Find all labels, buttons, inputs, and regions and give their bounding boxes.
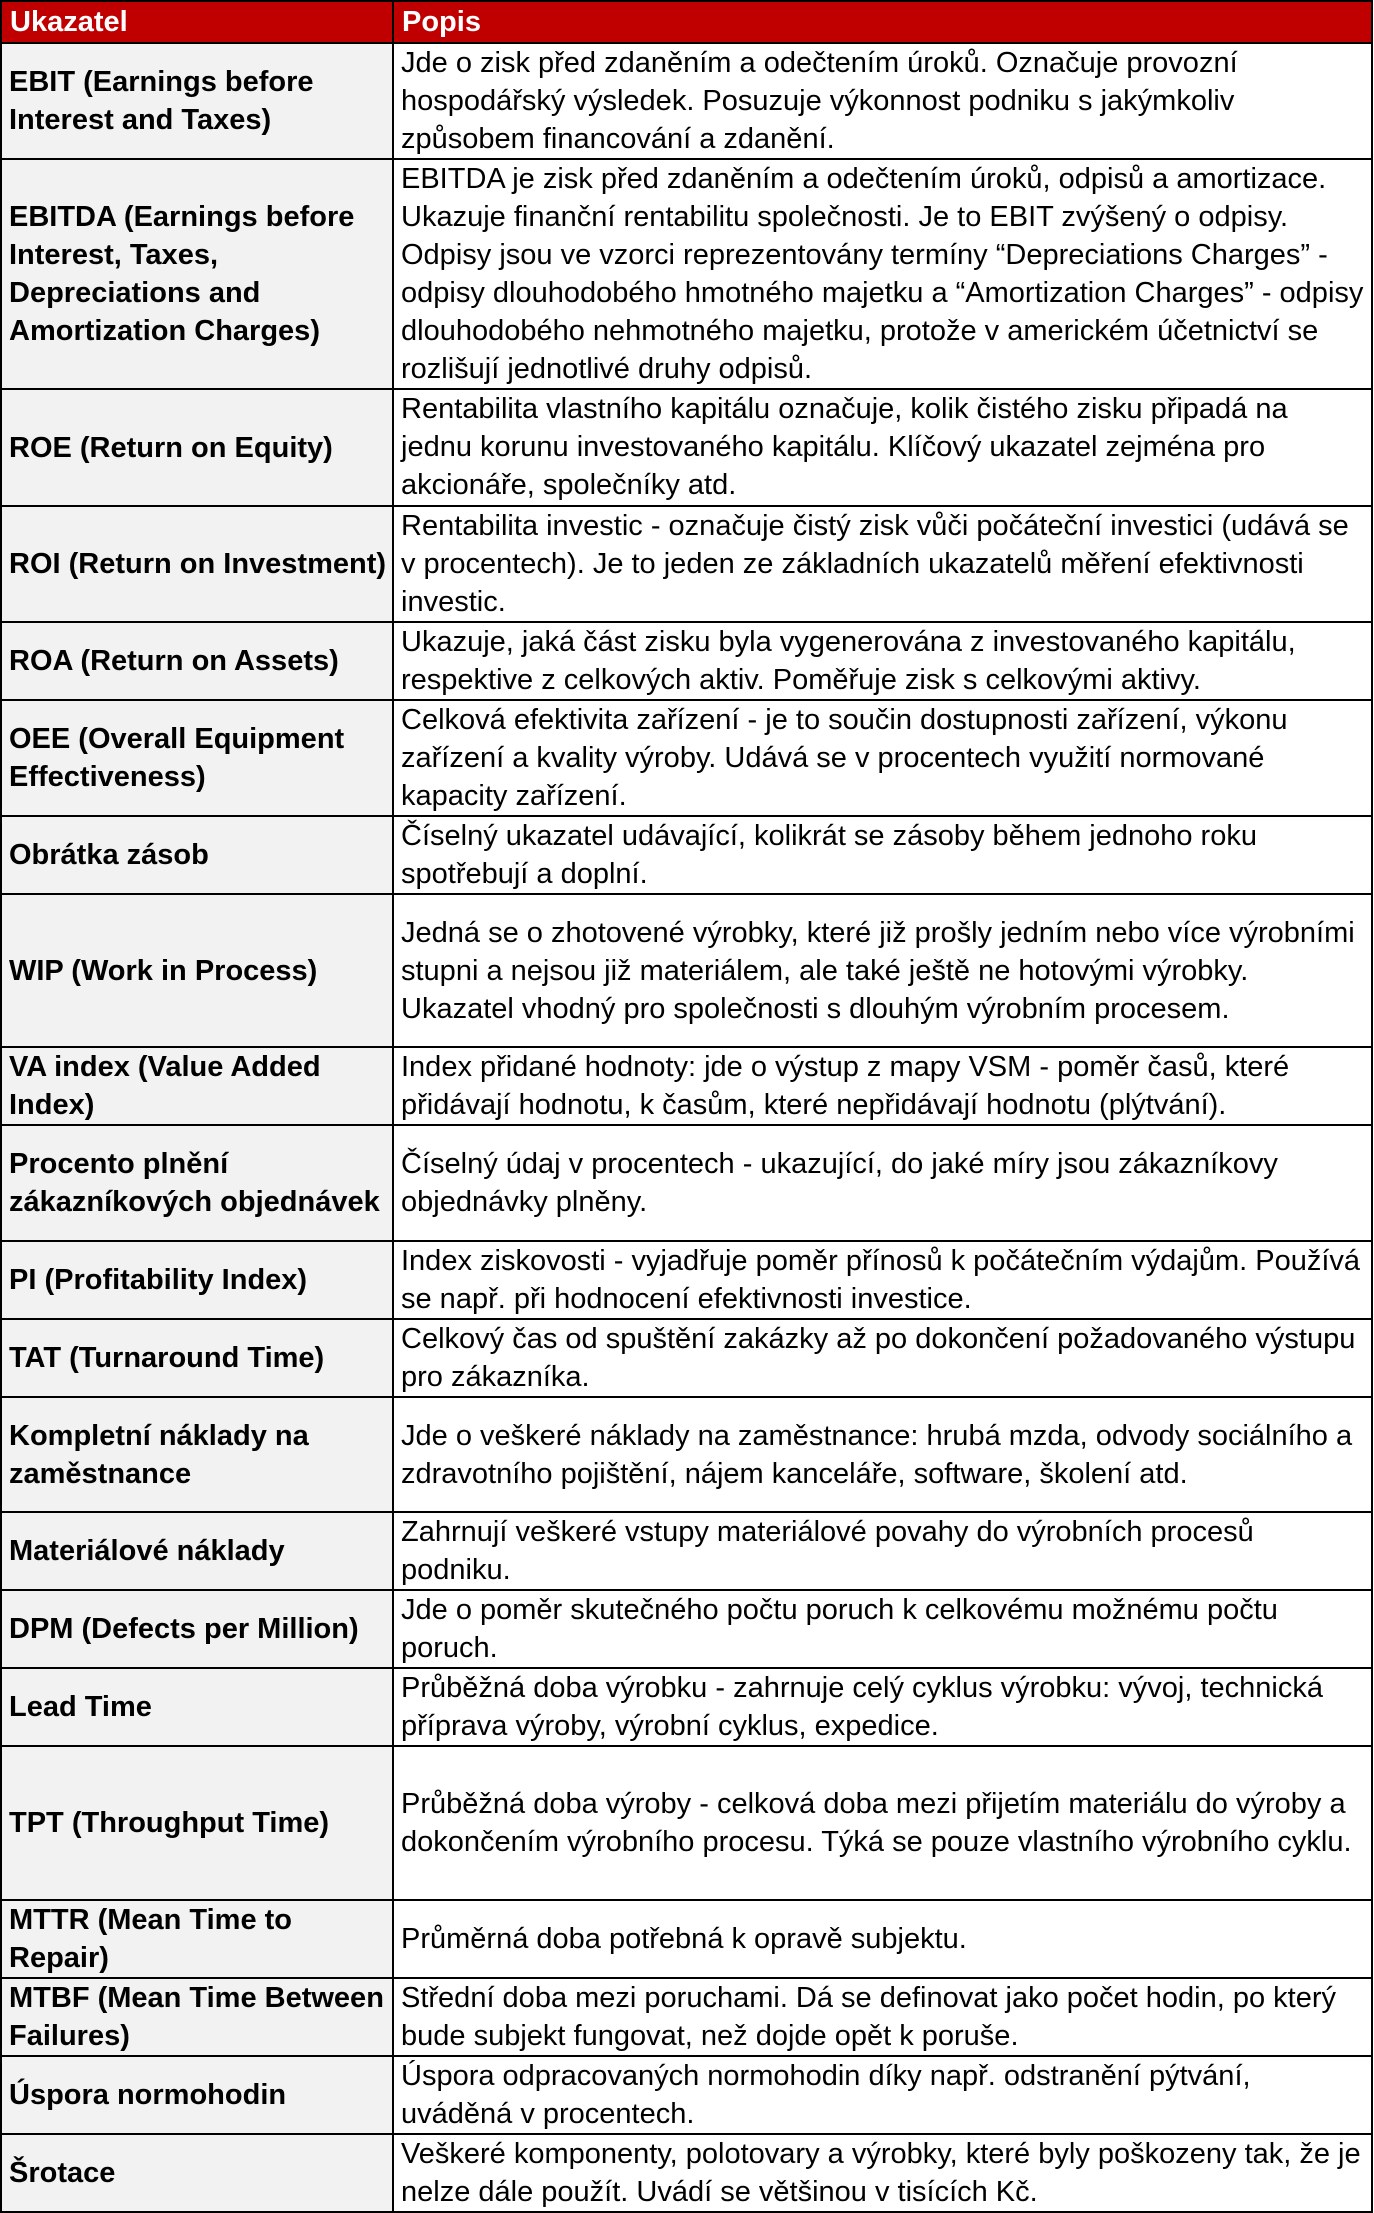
table-row [1, 1241, 1372, 1319]
table-row [1, 1900, 1372, 1978]
indicator-description: Jde o zisk před zdaněním a odečtením úroků. Označuje provozní hospodářský výsledek. Posuzuje výkonnost podniku s jakýmkoliv způsobem financování a zdanění. [393, 43, 1372, 159]
indicator-name: Procento plnění zákazníkových objednávek [1, 1125, 393, 1241]
indicator-description: Veškeré komponenty, polotovary a výrobky, které byly poškozeny tak, že je nelze dále použít. Uvádí se většinou v tisících Kč. [393, 2134, 1372, 2212]
indicator-name: DPM (Defects per Million) [1, 1590, 393, 1668]
indicator-name: WIP (Work in Process) [1, 894, 393, 1047]
indicator-name: Obrátka zásob [1, 816, 393, 894]
indicator-description: Zahrnují veškeré vstupy materiálové povahy do výrobních procesů podniku. [393, 1512, 1372, 1590]
table-row [1, 700, 1372, 816]
indicator-description: EBITDA je zisk před zdaněním a odečtením úroků, odpisů a amortizace. Ukazuje finanční rentabilitu společnosti. Je to EBIT zvýšený o odpisy. Odpisy jsou ve vzorci reprezentovány termíny “Depreciations Charges” - odpisy dlouhodobého hmotného majetku a “Amortization Charges” - odpisy dlouhodobého nehmotného majetku, protože v americkém účetnictví se rozlišují jednotlivé druhy odpisů. [393, 159, 1372, 389]
indicator-description: Číselný ukazatel udávající, kolikrát se zásoby během jednoho roku spotřebují a doplní. [393, 816, 1372, 894]
indicator-description: Jde o veškeré náklady na zaměstnance: hrubá mzda, odvody sociálního a zdravotního pojištění, nájem kanceláře, software, školení atd. [393, 1397, 1372, 1512]
indicator-description: Index ziskovosti - vyjadřuje poměr přínosů k počátečním výdajům. Používá se např. při hodnocení efektivnosti investice. [393, 1241, 1372, 1319]
indicator-description: Průběžná doba výroby - celková doba mezi přijetím materiálu do výroby a dokončením výrobního procesu. Týká se pouze vlastního výrobního cyklu. [393, 1746, 1372, 1900]
indicator-name: TPT (Throughput Time) [1, 1746, 393, 1900]
indicator-name: OEE (Overall Equipment Effectiveness) [1, 700, 393, 816]
table-row [1, 1746, 1372, 1900]
indicator-description: Celkový čas od spuštění zakázky až po dokončení požadovaného výstupu pro zákazníka. [393, 1319, 1372, 1397]
indicator-name: MTTR (Mean Time to Repair) [1, 1900, 393, 1978]
indicator-name: Lead Time [1, 1668, 393, 1746]
table-row [1, 1668, 1372, 1746]
indicator-name: Úspora normohodin [1, 2056, 393, 2134]
table-row [1, 43, 1372, 159]
indicator-description: Číselný údaj v procentech - ukazující, do jaké míry jsou zákazníkovy objednávky plněny. [393, 1125, 1372, 1241]
table-row [1, 1125, 1372, 1241]
indicator-description: Ukazuje, jaká část zisku byla vygenerována z investovaného kapitálu, respektive z celkových aktiv. Poměřuje zisk s celkovými aktivy. [393, 622, 1372, 700]
indicator-name: PI (Profitability Index) [1, 1241, 393, 1319]
indicator-description: Jedná se o zhotovené výrobky, které již prošly jedním nebo více výrobními stupni a nejsou již materiálem, ale také ještě ne hotovými výrobky. Ukazatel vhodný pro společnosti s dlouhým výrobním procesem. [393, 894, 1372, 1047]
indicator-name: MTBF (Mean Time Between Failures) [1, 1978, 393, 2056]
table-row [1, 1047, 1372, 1125]
indicator-description: Celková efektivita zařízení - je to součin dostupnosti zařízení, výkonu zařízení a kvality výroby. Udává se v procentech využití normované kapacity zařízení. [393, 700, 1372, 816]
indicator-name: EBIT (Earnings before Interest and Taxes) [1, 43, 393, 159]
table-row [1, 622, 1372, 700]
indicator-description: Střední doba mezi poruchami. Dá se definovat jako počet hodin, po který bude subjekt fungovat, než dojde opět k poruše. [393, 1978, 1372, 2056]
indicator-description: Jde o poměr skutečného počtu poruch k celkovému možnému počtu poruch. [393, 1590, 1372, 1668]
table-row [1, 159, 1372, 389]
table-row [1, 506, 1372, 622]
indicator-description: Úspora odpracovaných normohodin díky např. odstranění pýtvání, uváděná v procentech. [393, 2056, 1372, 2134]
table-row [1, 1319, 1372, 1397]
table-row [1, 1397, 1372, 1512]
table-row [1, 894, 1372, 1047]
indicator-name: TAT (Turnaround Time) [1, 1319, 393, 1397]
table-row [1, 1978, 1372, 2056]
table-header-row [1, 1, 1372, 43]
indicator-name: ROA (Return on Assets) [1, 622, 393, 700]
table-row [1, 1512, 1372, 1590]
indicator-name: ROE (Return on Equity) [1, 389, 393, 506]
indicator-name: VA index (Value Added Index) [1, 1047, 393, 1125]
indicator-description: Rentabilita investic - označuje čistý zisk vůči počáteční investici (udává se v procentech). Je to jeden ze základních ukazatelů měření efektivnosti investic. [393, 506, 1372, 622]
indicator-name: Materiálové náklady [1, 1512, 393, 1590]
indicator-name: Šrotace [1, 2134, 393, 2212]
indicator-description: Rentabilita vlastního kapitálu označuje, kolik čistého zisku připadá na jednu korunu investovaného kapitálu. Klíčový ukazatel zejména pro akcionáře, společníky atd. [393, 389, 1372, 506]
table-row [1, 1590, 1372, 1668]
header-ukazatel: Ukazatel [1, 1, 393, 43]
indicator-description: Průměrná doba potřebná k opravě subjektu. [393, 1900, 1372, 1978]
table-row [1, 2134, 1372, 2212]
header-popis: Popis [393, 1, 1372, 43]
indicator-name: ROI (Return on Investment) [1, 506, 393, 622]
table-row [1, 2056, 1372, 2134]
table-row [1, 389, 1372, 506]
indicator-description: Index přidané hodnoty: jde o výstup z mapy VSM - poměr časů, které přidávají hodnotu, k časům, které nepřidávají hodnotu (plýtvání). [393, 1047, 1372, 1125]
indicator-name: EBITDA (Earnings before Interest, Taxes, Depreciations and Amortization Charges) [1, 159, 393, 389]
table-row [1, 816, 1372, 894]
indicator-description: Průběžná doba výrobku - zahrnuje celý cyklus výrobku: vývoj, technická příprava výroby, výrobní cyklus, expedice. [393, 1668, 1372, 1746]
indicator-name: Kompletní náklady na zaměstnance [1, 1397, 393, 1512]
